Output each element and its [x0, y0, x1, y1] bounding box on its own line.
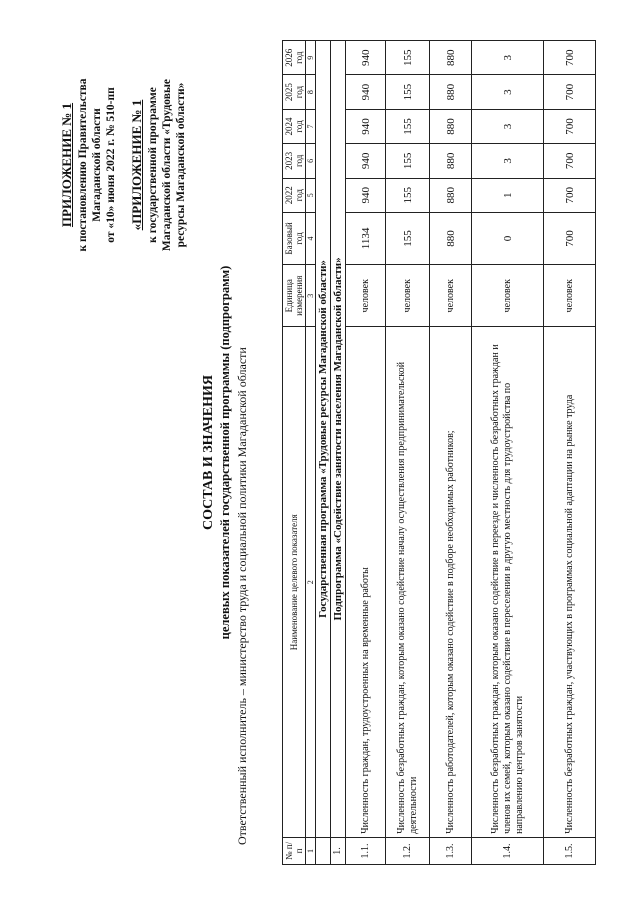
row-2023: 3 [472, 144, 544, 178]
col-number: 1 [306, 837, 316, 864]
header-2023: 2023 год [283, 144, 306, 178]
header-unit: Единица измерения [283, 264, 306, 327]
col-number: 7 [306, 109, 316, 143]
row-base: 155 [386, 212, 430, 264]
row-2022: 155 [386, 178, 430, 212]
row-2026: 3 [472, 41, 544, 75]
title-block [200, 0, 250, 905]
table-header-row [283, 41, 306, 865]
row-base: 0 [472, 212, 544, 264]
row-2025: 155 [386, 75, 430, 109]
row-num: 1.5. [544, 837, 596, 864]
row-base: 880 [430, 212, 472, 264]
col-number: 4 [306, 212, 316, 264]
row-unit: человек [430, 264, 472, 327]
row-name: Численность работодателей, которым оказано содействие в подборе необходимых работников; [430, 327, 472, 837]
col-number: 6 [306, 144, 316, 178]
table-row [430, 41, 472, 865]
row-num: 1.1. [346, 837, 386, 864]
appendix-block [60, 25, 188, 305]
table-row [544, 41, 596, 865]
row-name: Численность безработных граждан, участвующих в программах социальной адаптации на рынке труда [544, 327, 596, 837]
col-number: 2 [306, 327, 316, 837]
col-number: 5 [306, 178, 316, 212]
row-2022: 1 [472, 178, 544, 212]
row-name: Численность граждан, трудоустроенных на временные работы [346, 327, 386, 837]
row-2022: 880 [430, 178, 472, 212]
header-2025: 2025 год [283, 75, 306, 109]
row-2026: 155 [386, 41, 430, 75]
program-title: Государственная программа «Трудовые ресурсы Магаданской области» [316, 41, 331, 838]
subprogram-title: Подпрограмма «Содействие занятости населения Магаданской области» [331, 41, 346, 838]
row-2025: 700 [544, 75, 596, 109]
row-2023: 880 [430, 144, 472, 178]
row-2023: 155 [386, 144, 430, 178]
row-num: 1.4. [472, 837, 544, 864]
col-number: 3 [306, 264, 316, 327]
responsible-executor: Ответственный исполнитель – министерство труда и социальной политики Магаданской области [235, 347, 249, 845]
row-2023: 700 [544, 144, 596, 178]
appendix-line: к постановлению Правительства [77, 78, 89, 252]
column-number-row [306, 41, 316, 865]
row-unit: человек [544, 264, 596, 327]
table-row [472, 41, 544, 865]
header-2024: 2024 год [283, 109, 306, 143]
appendix-line: Магаданской области «Трудовые [161, 78, 173, 252]
header-2022: 2022 год [283, 178, 306, 212]
program-row [316, 41, 331, 865]
row-2024: 940 [346, 109, 386, 143]
row-unit: человек [472, 264, 544, 327]
empty-cell [316, 837, 331, 864]
document-subtitle: целевых показателей государственной программы (подпрограмм) [218, 265, 232, 640]
row-2022: 940 [346, 178, 386, 212]
appendix-line: ресурсы Магаданской области» [175, 82, 187, 248]
col-number: 8 [306, 75, 316, 109]
row-2025: 3 [472, 75, 544, 109]
row-num: 1.2. [386, 837, 430, 864]
row-name: Численность безработных граждан, которым оказано содействие началу осуществления предпринимательской деятельности [386, 327, 430, 837]
row-2024: 880 [430, 109, 472, 143]
indicators-table [282, 40, 596, 865]
header-2026: 2026 год [283, 41, 306, 75]
col-number: 9 [306, 41, 316, 75]
row-unit: человек [386, 264, 430, 327]
row-2024: 3 [472, 109, 544, 143]
row-base: 700 [544, 212, 596, 264]
header-name: Наименование целевого показателя [283, 327, 306, 837]
header-num: № п/п [283, 837, 306, 864]
row-2026: 880 [430, 41, 472, 75]
row-2024: 700 [544, 109, 596, 143]
row-2025: 880 [430, 75, 472, 109]
document-title: СОСТАВ И ЗНАЧЕНИЯ [201, 374, 216, 531]
appendix-heading: ПРИЛОЖЕНИЕ № 1 [59, 102, 74, 228]
table-row [386, 41, 430, 865]
subprogram-row [331, 41, 346, 865]
row-2023: 940 [346, 144, 386, 178]
row-2026: 940 [346, 41, 386, 75]
row-2025: 940 [346, 75, 386, 109]
appendix-line: от «10» июня 2022 г. № 510-пп [105, 87, 117, 243]
row-2022: 700 [544, 178, 596, 212]
row-base: 1134 [346, 212, 386, 264]
row-unit: человек [346, 264, 386, 327]
row-num: 1.3. [430, 837, 472, 864]
appendix-line: Магаданской области [91, 108, 103, 222]
header-base: Базовый год [283, 212, 306, 264]
appendix-line: к государственной программе [147, 87, 159, 243]
table-row [346, 41, 386, 865]
appendix-heading-2: «ПРИЛОЖЕНИЕ № 1 [129, 99, 144, 231]
row-2026: 700 [544, 41, 596, 75]
row-2024: 155 [386, 109, 430, 143]
row-name: Численность безработных граждан, которым оказано содействие в переезде и численность безработных граждан и членов их семей, которым оказано содействие в переселении в другую местность для трудоустройства по направлению центров занятости [472, 327, 544, 837]
subprogram-num: 1. [331, 837, 346, 864]
